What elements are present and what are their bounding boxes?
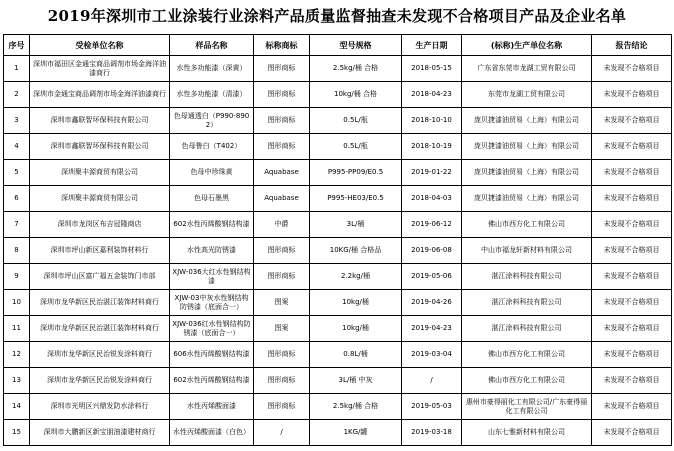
table-row xyxy=(4,264,672,290)
conclusion: 未发现不合格项目 xyxy=(592,290,672,316)
inspected-unit: 深圳市龙岗区布吉冠隆商店 xyxy=(30,212,170,238)
trademark: 图形商标 xyxy=(254,238,310,264)
sample-name: XJW-036大红水性钢结构漆 xyxy=(170,264,254,290)
sample-name: 色母石墨黑 xyxy=(170,186,254,212)
page-title: 2019年深圳市工业涂装行业涂料产品质量监督抽查未发现不合格项目产品及企业名单 xyxy=(47,7,627,25)
trademark: 图形商标 xyxy=(254,368,310,394)
inspected-unit: 深圳市鑫联智环保科技有限公司 xyxy=(30,134,170,160)
manufacturer: 庞贝捷漆油贸易（上海）有限公司 xyxy=(462,160,592,186)
table-row xyxy=(4,368,672,394)
row-index: 7 xyxy=(4,212,30,238)
sample-name: 水性多功能漆（深黄） xyxy=(170,56,254,82)
sample-name: XJW-03中灰水性钢结构防锈漆（底面合一） xyxy=(170,290,254,316)
conclusion: 未发现不合格项目 xyxy=(592,238,672,264)
model-spec: 2.2kg/桶 xyxy=(310,264,402,290)
trademark: 图形商标 xyxy=(254,264,310,290)
trademark-header: 标称商标 xyxy=(254,35,310,56)
row-index: 4 xyxy=(4,134,30,160)
row-index: 14 xyxy=(4,394,30,420)
table-row xyxy=(4,316,672,342)
sample-name: 水性丙烯酸面漆 xyxy=(170,394,254,420)
conclusion: 未发现不合格项目 xyxy=(592,264,672,290)
table-row xyxy=(4,420,672,446)
manufacturer: 中山市福龙轩新材料有限公司 xyxy=(462,238,592,264)
production-date-header: 生产日期 xyxy=(402,35,462,56)
model-spec: 0.8L/桶 xyxy=(310,342,402,368)
table-row xyxy=(4,82,672,108)
manufacturer: 庞贝捷漆油贸易（上海）有限公司 xyxy=(462,186,592,212)
row-index: 13 xyxy=(4,368,30,394)
trademark: 图案 xyxy=(254,290,310,316)
table-row xyxy=(4,56,672,82)
row-index: 3 xyxy=(4,108,30,134)
manufacturer: 湛江涂料科技有限公司 xyxy=(462,290,592,316)
conclusion: 未发现不合格项目 xyxy=(592,108,672,134)
table-row xyxy=(4,160,672,186)
manufacturer: 庞贝捷漆油贸易（上海）有限公司 xyxy=(462,134,592,160)
conclusion: 未发现不合格项目 xyxy=(592,342,672,368)
row-index: 11 xyxy=(4,316,30,342)
production-date: 2019-03-04 xyxy=(402,342,462,368)
manufacturer: 湛江涂料科技有限公司 xyxy=(462,264,592,290)
model-spec: 2.5kg/桶 合格 xyxy=(310,56,402,82)
production-date: 2018-10-10 xyxy=(402,108,462,134)
row-index: 5 xyxy=(4,160,30,186)
header-row xyxy=(4,35,672,56)
conclusion: 未发现不合格项目 xyxy=(592,186,672,212)
table-row xyxy=(4,238,672,264)
row-index: 10 xyxy=(4,290,30,316)
manufacturer: 惠州市豪得丽化工有限公司/广东豪得丽化工有限公司 xyxy=(462,394,592,420)
model-spec: 3L/桶 中灰 xyxy=(310,368,402,394)
conclusion-header: 报告结论 xyxy=(592,35,672,56)
conclusion: 未发现不合格项目 xyxy=(592,212,672,238)
inspected-unit: 深圳市福田区金通宝商品调剂市场金海洋油漆商行 xyxy=(30,56,170,82)
production-date: / xyxy=(402,368,462,394)
row-index: 1 xyxy=(4,56,30,82)
table-row xyxy=(4,394,672,420)
table-row xyxy=(4,134,672,160)
conclusion: 未发现不合格项目 xyxy=(592,420,672,446)
sample-name: 色母鲁白（T402） xyxy=(170,134,254,160)
trademark: 图形商标 xyxy=(254,342,310,368)
sample-name: 水性多功能漆（清漆） xyxy=(170,82,254,108)
conclusion: 未发现不合格项目 xyxy=(592,82,672,108)
inspected-unit: 深圳市坪山区富广福五金装饰门市部 xyxy=(30,264,170,290)
production-date: 2019-01-22 xyxy=(402,160,462,186)
sample-name: 水性高光防锈漆 xyxy=(170,238,254,264)
manufacturer: 东莞市龙湖工贸有限公司 xyxy=(462,82,592,108)
row-index: 8 xyxy=(4,238,30,264)
manufacturer: 山东七雅新材料有限公司 xyxy=(462,420,592,446)
conclusion: 未发现不合格项目 xyxy=(592,56,672,82)
table-row xyxy=(4,108,672,134)
production-date: 2019-06-12 xyxy=(402,212,462,238)
trademark: 图形商标 xyxy=(254,134,310,160)
conclusion: 未发现不合格项目 xyxy=(592,134,672,160)
model-spec: 10kg/桶 xyxy=(310,316,402,342)
inspected-unit: 深圳聚丰源商贸有限公司 xyxy=(30,160,170,186)
model-spec: P995-HE03/E0.5 xyxy=(310,186,402,212)
trademark: 图案 xyxy=(254,316,310,342)
trademark: / xyxy=(254,420,310,446)
model-spec: 3L/桶 xyxy=(310,212,402,238)
row-index: 6 xyxy=(4,186,30,212)
sample-name: 606水性丙烯酸钢结构漆 xyxy=(170,342,254,368)
production-date: 2018-04-23 xyxy=(402,82,462,108)
inspected-unit: 深圳聚丰源商贸有限公司 xyxy=(30,186,170,212)
sample-name: 水性丙烯酸面漆（白色） xyxy=(170,420,254,446)
production-date: 2019-03-18 xyxy=(402,420,462,446)
table-row xyxy=(4,186,672,212)
production-date: 2019-04-26 xyxy=(402,290,462,316)
sample-name: 602水性丙烯酸钢结构漆 xyxy=(170,368,254,394)
manufacturer: 佛山市西方化工有限公司 xyxy=(462,212,592,238)
sample-name: 色母通透白（P990-8902） xyxy=(170,108,254,134)
model-spec: 10kg/桶 合格 xyxy=(310,82,402,108)
inspected-unit-header: 受检单位名称 xyxy=(30,35,170,56)
trademark: 图形商标 xyxy=(254,56,310,82)
manufacturer: 佛山市西方化工有限公司 xyxy=(462,368,592,394)
model-spec: 0.5L/瓶 xyxy=(310,134,402,160)
model-spec-header: 型号规格 xyxy=(310,35,402,56)
row-index: 9 xyxy=(4,264,30,290)
inspected-unit: 深圳市金通宝商品调剂市场金海洋油漆商行 xyxy=(30,82,170,108)
table-row xyxy=(4,290,672,316)
production-date: 2018-05-15 xyxy=(402,56,462,82)
inspected-unit: 深圳市大鹏新区新宝朋油漆建材商行 xyxy=(30,420,170,446)
model-spec: 10KG/桶 合格品 xyxy=(310,238,402,264)
inspected-unit: 深圳市坪山新区嘉利装饰材料行 xyxy=(30,238,170,264)
production-date: 2018-04-03 xyxy=(402,186,462,212)
row-index: 12 xyxy=(4,342,30,368)
index-header: 序号 xyxy=(4,35,30,56)
model-spec: 1KG/罐 xyxy=(310,420,402,446)
conclusion: 未发现不合格项目 xyxy=(592,394,672,420)
trademark: 图形商标 xyxy=(254,108,310,134)
manufacturer: 庞贝捷漆油贸易（上海）有限公司 xyxy=(462,108,592,134)
conclusion: 未发现不合格项目 xyxy=(592,160,672,186)
inspected-unit: 深圳市龙华新区民治锐发涂料商行 xyxy=(30,368,170,394)
model-spec: 2.5kg/桶 合格 xyxy=(310,394,402,420)
manufacturer-header: (标称)生产单位名称 xyxy=(462,35,592,56)
sample-name: 602水性丙烯酸钢结构漆 xyxy=(170,212,254,238)
sample-name: XJW-036红水性钢结构防锈漆（底面合一） xyxy=(170,316,254,342)
model-spec: P995-PP09/E0.5 xyxy=(310,160,402,186)
manufacturer: 佛山市西方化工有限公司 xyxy=(462,342,592,368)
trademark: Aquabase xyxy=(254,186,310,212)
row-index: 15 xyxy=(4,420,30,446)
model-spec: 10kg/桶 xyxy=(310,290,402,316)
table-row xyxy=(4,212,672,238)
table-body xyxy=(4,56,672,446)
model-spec: 0.5L/瓶 xyxy=(310,108,402,134)
production-date: 2019-05-06 xyxy=(402,264,462,290)
production-date: 2019-04-23 xyxy=(402,316,462,342)
production-date: 2018-10-19 xyxy=(402,134,462,160)
manufacturer: 广东省东莞市龙湖工贸有限公司 xyxy=(462,56,592,82)
inspected-unit: 深圳市龙华新区民治锐发涂料商行 xyxy=(30,342,170,368)
trademark: Aquabase xyxy=(254,160,310,186)
inspected-unit: 深圳市龙华新区民治湛江装饰材料商行 xyxy=(30,316,170,342)
trademark: 图形商标 xyxy=(254,394,310,420)
inspected-unit: 深圳市鑫联智环保科技有限公司 xyxy=(30,108,170,134)
sample-name: 色母中珍珠黄 xyxy=(170,160,254,186)
inspected-unit: 深圳市龙华新区民治湛江装饰材料商行 xyxy=(30,290,170,316)
conclusion: 未发现不合格项目 xyxy=(592,368,672,394)
results-table xyxy=(3,34,672,446)
trademark: 中爵 xyxy=(254,212,310,238)
row-index: 2 xyxy=(4,82,30,108)
inspected-unit: 深圳市光明区兴鼎发防水涂料行 xyxy=(30,394,170,420)
production-date: 2019-05-03 xyxy=(402,394,462,420)
conclusion: 未发现不合格项目 xyxy=(592,316,672,342)
table-row xyxy=(4,342,672,368)
production-date: 2019-06-08 xyxy=(402,238,462,264)
manufacturer: 湛江涂料科技有限公司 xyxy=(462,316,592,342)
sample-name-header: 样品名称 xyxy=(170,35,254,56)
trademark: 图形商标 xyxy=(254,82,310,108)
